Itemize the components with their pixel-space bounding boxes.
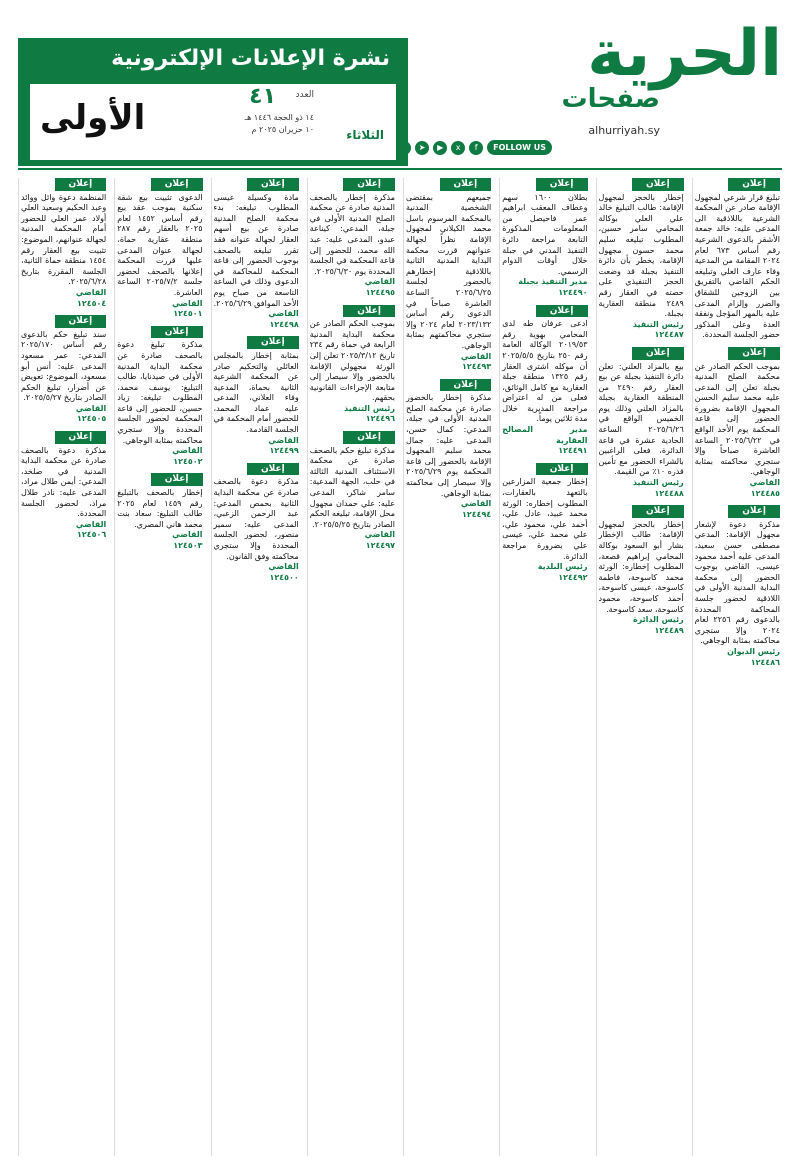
notice-tag: إعلان bbox=[55, 178, 107, 191]
notice-number: ١٢٤٥٠٥ bbox=[76, 414, 107, 424]
notice-tag: إعلان bbox=[151, 326, 203, 339]
notice-body: سند تبليغ حكم بالدعوى رقم أساس ٢٠٢٥/١٧٠ المدعي: عمر مسعود المدعى عليه: أنس أبو مسعود، الموضوع: تعويض عن أضرار، تبليغ الحكم الصادر بتاريخ ٢٠٢٥/٥/٢٧. bbox=[21, 329, 107, 403]
notice-signature: القاضي bbox=[460, 499, 492, 509]
edition-title: الأولى bbox=[40, 98, 146, 138]
notice-number: ١٢٤٤٨٦ bbox=[750, 657, 780, 667]
notice-number: ١٢٤٥٠٠ bbox=[269, 572, 299, 582]
notice-tag: إعلان bbox=[343, 178, 395, 191]
notice-tag: إعلان bbox=[440, 178, 492, 191]
notice-item bbox=[599, 178, 684, 341]
notice-tag: إعلان bbox=[440, 379, 492, 392]
notice-column bbox=[18, 178, 108, 1156]
notice-tag: إعلان bbox=[55, 315, 107, 328]
site-url[interactable]: alhurriyah.sy bbox=[588, 124, 660, 137]
notice-signature: القاضي bbox=[268, 562, 299, 572]
notice-signature: القاضي bbox=[75, 403, 107, 413]
notice-number: ١٢٤٤٩١ bbox=[558, 446, 588, 456]
notice-signature: مدير التنفيذ بجبلة bbox=[518, 277, 588, 287]
notice-item bbox=[310, 431, 395, 552]
notice-item bbox=[695, 505, 780, 668]
notice-number: ١٢٤٥٠٢ bbox=[173, 456, 203, 466]
notice-body: مادة وكسيلة عيسى المطلوب تبليغه: بدء محكمة الصلح المدنية صادرة عن بيع أسهم العقار لجهالة عنوانه فقد تقرر تبليغه بالصحف بوجوب الحضور إلى قاعة المحكمة للمحاكمة في الدعوى وذلك في الساعة التاسعة من صباح يوم الأحد الموافق ٢٠٢٥/٦/٢٩. bbox=[213, 192, 299, 308]
notice-signature: القاضي bbox=[460, 351, 492, 361]
notice-column bbox=[692, 178, 782, 1156]
notice-number: ١٢٤٥٠٤ bbox=[76, 298, 107, 308]
notice-number: ١٢٤٤٩٥ bbox=[365, 287, 395, 297]
notice-body: ادعى عرفان طه لدى المحامي بهوية رقم ٢٠١٩/٥٣ الوكالة العامة رقم ٢٥٠ بتاريخ ٢٠٢٥/٥/٥ أن موكله اشترى العقار رقم ١٣٢٥ منطقة جبلة العقارية مع كامل الوثائق، فعلى من له اعتراض مراجعة المديرية خلال مدة ثلاثين يوماً. bbox=[502, 319, 588, 424]
notice-number: ١٢٤٥٠٦ bbox=[76, 530, 107, 540]
notice-signature: رئيس التنفيذ bbox=[632, 478, 684, 488]
notice-number: ١٢٤٥٠١ bbox=[173, 309, 203, 319]
notice-number: ١٢٤٤٩٦ bbox=[365, 414, 395, 424]
notice-number: ١٢٤٤٩٩ bbox=[269, 446, 299, 456]
notice-item bbox=[695, 347, 780, 499]
notice-tag: إعلان bbox=[247, 178, 299, 191]
notice-number: ١٢٤٤٨٧ bbox=[654, 330, 684, 340]
issue-banner bbox=[18, 38, 408, 166]
notice-body: مذكرة تبليغ دعوة بالصحف صادرة عن محكمة البداية المدنية الأولى في صيدنايا، طالب التبليغ: يوسف محمد، المطلوب تبليغه: زياد حسين، للحضور إلى قاعة المحكمة لحضور الجلسة المحددة وإلا ستجري محاكمته بمثابة الوجاهي. bbox=[117, 340, 203, 445]
youtube-icon[interactable]: ▶ bbox=[433, 141, 447, 155]
notice-number: ١٢٤٥٠٣ bbox=[173, 541, 203, 550]
notice-body: إخطار جمعية المزارعين بالتعهد بالعقارات، المطلوب إخطاره: الورثة محمد عبيد، عادل علي، أحمد علي، محمود علي، علي محمد علي، عيسى علي بضرورة مراجعة الدائرة. bbox=[502, 477, 588, 561]
notice-body: بمثابة إخطار بالمجلس العائلي والتحكيم صادر عن المحكمة الشرعية الثانية بحماة، المدعية وفاء العلاني، المدعى عليه عماد المحمد، للحضور أمام المحكمة في الجلسة القادمة. bbox=[213, 350, 299, 435]
notice-signature: القاضي bbox=[749, 478, 780, 488]
notice-body: مذكرة دعوة بالصحف صادرة عن محكمة البداية الثانية بحمص المدعي: عبد الرحمن الزعبي، المدعى عليه: سمير منصور، لحضور الجلسة المحددة وإلا ستجري محاكمته وفق القانون. bbox=[213, 477, 299, 561]
notice-body: بموجب الحكم الصادر عن محكمة البداية المدنية الرابعة في حماة رقم ٢٣٤ تاريخ ٢٠٢٥/٣/١٢ تعلن إلى الورثة مجهولي الإقامة بالحضور وإلا سيصار إلى متابعة الإجراءات القانونية بحقهم. bbox=[309, 319, 395, 403]
issue-dates bbox=[245, 112, 314, 136]
notice-body: تبليغ قرار شرعي لمجهول الإقامة صادر عن المحكمة الشرعية باللاذقية الى المدعى عليه: خالد جمعة الأشقر بالدعوى الشرعية رقم أساس ٦٧٣ لعام ٢٠٢٤ المقامة من المدعية وفاء عارف العلي وتبليغه الحكم القاضي بالتفريق بين الزوجين للشقاق والضرر وإلزام المدعى عليه بالمهر المؤجل ونفقة العدة وعلى المذكور حضور الجلسة المحددة. bbox=[694, 192, 781, 340]
notice-tag: إعلان bbox=[247, 336, 299, 349]
notice-item bbox=[214, 336, 299, 457]
notice-body: مذكرة دعوة لإشعار مجهول الإقامة: المدعي مصطفى حسن سعيد، المدعى عليه أحمد محمود عيسى، القاضي بوجوب الحضور إلى محكمة البداية المدنية الأولى في اللاذقية لحضور جلسة المحاكمة المحددة بالدعوى رقم ٢٢٥٦ لعام ٢٠٢٤ وإلا ستجري محاكمته بمثابة الوجاهي. bbox=[694, 519, 780, 646]
notice-signature: رئيس التنفيذ bbox=[344, 403, 395, 413]
date-gregorian: ١٠ حزيران ٢٠٢٥ م bbox=[251, 125, 314, 134]
logo-wordmark: الحرية bbox=[587, 17, 782, 91]
notice-body: إخطار بالصحف بالتبليغ رقم ١٤٥٩ لعام ٢٠٢٥ طالب التبليغ: سعاد بنت محمد هاني المصري. bbox=[117, 488, 203, 529]
date-hijri: ١٤ ذو الحجة ١٤٤٦ هـ bbox=[244, 113, 314, 122]
notice-item bbox=[214, 178, 299, 330]
x-icon[interactable]: x bbox=[451, 141, 465, 155]
notice-number: ١٢٤٤٩٧ bbox=[365, 541, 395, 550]
notice-number: ١٢٤٤٩٨ bbox=[269, 319, 299, 329]
notice-signature: القاضي bbox=[75, 519, 107, 529]
issue-box bbox=[30, 84, 396, 160]
notice-tag: إعلان bbox=[728, 178, 780, 191]
notice-number: ١٢٤٤٨٨ bbox=[654, 488, 684, 498]
notice-column bbox=[211, 178, 301, 1156]
notice-body: الدعوى تثبيت بيع شقة سكنية بموجب عقد بيع رقم أساس ١٤٥٢ لعام ٢٠٢٥ بالعقار رقم ٢٨٧ منطقة عقارية حماة، لجهالة عنوان المدعى عليها قررت المحكمة إعلانها بالصحف لحضور جلسة ٢٠٢٥/٧/٢ الساعة العاشرة. bbox=[117, 192, 203, 297]
notice-number: ١٢٤٤٨٥ bbox=[750, 488, 780, 498]
notice-tag: إعلان bbox=[151, 178, 203, 191]
notice-signature: القاضي bbox=[364, 530, 395, 540]
notice-signature: رئيس التنفيذ bbox=[632, 319, 684, 329]
notice-item bbox=[502, 463, 587, 584]
notice-tag: إعلان bbox=[151, 473, 203, 486]
notice-tag: إعلان bbox=[247, 463, 299, 476]
notice-body: بطلان ١٦٠٠ سهم وعطاف المعقب ابراهيم عمر فاحيصل من المعلومات المذكورة التابعة مراجعة دائرة التنفيذ المدني في جبلة خلال أوقات الدوام الرسمي. bbox=[502, 192, 588, 276]
notice-signature: القاضي bbox=[172, 446, 203, 456]
notice-number: ١٢٤٤٩٤ bbox=[461, 509, 492, 519]
notice-signature: رئيس الدائرة bbox=[632, 615, 684, 625]
notice-tag: إعلان bbox=[632, 178, 684, 191]
notice-item bbox=[21, 315, 106, 425]
notice-item bbox=[406, 178, 491, 373]
notice-tag: إعلان bbox=[343, 431, 395, 444]
notice-tag: إعلان bbox=[728, 347, 780, 360]
notice-body: مذكرة دعوة بالصحف صادرة عن محكمة البداية المدنية في صلخد، المدعي: أيمن طلال مراد، المدعى عليه: نادر طلال مراد، لحضور الجلسة المحددة. bbox=[21, 445, 107, 519]
notice-number: ١٢٤٤٩٢ bbox=[558, 572, 588, 582]
notice-item bbox=[117, 473, 202, 551]
notice-tag: إعلان bbox=[343, 305, 395, 318]
notice-signature: القاضي bbox=[268, 309, 299, 319]
follow-us-label: FOLLOW US bbox=[487, 140, 552, 155]
notice-body: مذكرة إخطار بالحضور صادرة عن محكمة الصلح المدنية الأولى في جبلة، المدعي: كمال حسن، المدعى عليه: جمال محمد سليم المجهول الإقامة بالحضور إلى قاعة المحكمة يوم ٢٠٢٥/٦/٢٩ وإلا سيصار إلى محاكمته بمثابة الوجاهي. bbox=[406, 393, 492, 498]
issue-day: الثلاثاء bbox=[346, 128, 384, 142]
notice-tag: إعلان bbox=[536, 178, 588, 191]
notice-column bbox=[307, 178, 397, 1156]
issue-label: العدد bbox=[295, 90, 314, 100]
notice-body: مذكرة إخطار بالصحف المدنية صادرة عن محكمة الصلح المدنية الأولى في جبلة، المدعي: كيناعة عبدو، المدعى عليه: عبد الله محمد، للحضور إلى قاعة المحكمة في الجلسة المحددة يوم ٢٠٢٥/٦/٣٠. bbox=[309, 192, 395, 276]
notice-body: المنظمة دعوة وائل ووائد وعبد الحكيم وسعيد العلي أولاد عمر العلي للحضور أمام المحكمة المدنية لجهالة عنوانهم، الموضوع: تثبيت بيع العقار رقم ١٤٥٤ منطقة حماة الثانية، الجلسة المقررة بتاريخ ٢٠٢٥/٦/٢٨. bbox=[21, 192, 107, 287]
notice-item bbox=[117, 326, 202, 468]
banner-title: نشرة الإعلانات الإلكترونية bbox=[111, 46, 390, 71]
notice-signature: القاضي bbox=[364, 277, 395, 287]
notice-signature: رئيس البلدية bbox=[537, 562, 588, 572]
notice-signature: القاضي bbox=[75, 287, 107, 297]
notice-item bbox=[21, 178, 106, 309]
notice-item bbox=[502, 178, 587, 299]
notice-item bbox=[599, 347, 684, 499]
notice-columns bbox=[18, 178, 782, 1156]
social-bar bbox=[397, 140, 552, 155]
notice-item bbox=[695, 178, 780, 341]
notice-item bbox=[310, 178, 395, 299]
notice-item bbox=[117, 178, 202, 320]
notice-body: إخطار بالحجز لمجهول الإقامة: طالب التبليغ خالد علي العلي بوكالة المحامي سامر حسين، المطلوب تبليغه سليم محمد حسون مجهول الإقامة، يخطر بأن دائرة التنفيذ بجبلة قد وضعت الحجز التنفيذي على حصته في العقار رقم ٢٤٨٩ منطقة العقارية بجبلة. bbox=[598, 192, 684, 319]
notice-item bbox=[310, 305, 395, 426]
notice-tag: إعلان bbox=[536, 305, 588, 318]
notice-number: ١٢٤٤٨٩ bbox=[654, 625, 684, 635]
notice-tag: إعلان bbox=[728, 505, 780, 518]
notice-tag: إعلان bbox=[632, 347, 684, 360]
notice-body: جميعهم بمقتضى الشخصية المدنية بالمحكمة المرسوم باسل محمد الكيلاني لمجهول الإقامة نظراً لجهالة عنوانهم قررت محكمة البداية المدنية الثانية باللاذقية إخطارهم بالحضور لجلسة ٢٠٢٥/٦/٢٥ الساعة العاشرة صباحاً في الدعوى رقم أساس ٢٠٢٣/١٣٢ لعام ٢٠٢٤ وإلا ستجري محاكمتهم بمثابة الوجاهي. bbox=[406, 192, 492, 350]
notice-signature: القاضي bbox=[172, 530, 203, 540]
notice-item bbox=[599, 505, 684, 636]
notice-tag: إعلان bbox=[55, 431, 107, 444]
notice-item bbox=[502, 305, 587, 457]
masthead bbox=[18, 16, 782, 166]
notice-signature: القاضي bbox=[268, 435, 299, 445]
notice-item bbox=[406, 379, 491, 521]
facebook-icon[interactable]: f bbox=[469, 141, 483, 155]
notice-item bbox=[214, 463, 299, 584]
notice-column bbox=[114, 178, 204, 1156]
notice-tag: إعلان bbox=[632, 505, 684, 518]
notice-number: ١٢٤٤٩٠ bbox=[558, 287, 588, 297]
issue-number: ٤١ bbox=[249, 84, 276, 109]
notice-column bbox=[596, 178, 686, 1156]
notice-body: مذكرة تبليغ حكم بالصحف صادرة عن محكمة الاستئناف المدنية الثالثة في حلب، الجهة المدعية: سامر شاكر، المدعى عليه: علي حمدان مجهول محل الإقامة، تبليغه الحكم الصادر بتاريخ ٢٠٢٥/٥/٢٥. bbox=[309, 445, 395, 529]
notice-item bbox=[21, 431, 106, 541]
notice-signature: رئيس الديوان bbox=[727, 646, 780, 656]
notice-number: ١٢٤٤٩٣ bbox=[461, 362, 492, 372]
sister-title: صفحات bbox=[561, 84, 660, 114]
notice-signature: القاضي bbox=[172, 298, 203, 308]
notice-body: إخطار بالحجز لمجهول الإقامة: طالب الإخطار بشار أبو السعود بوكالة المحامي إبراهيم قصعة، المطلوب إخطاره: الورثة محمد كاسوحة، فاطمة كاسوحة، عيسى كاسوحة، أحمد كاسوحة، محمود كاسوحة، سعد كاسوحة. bbox=[598, 519, 684, 614]
telegram-icon[interactable]: ➤ bbox=[415, 141, 429, 155]
notice-signature: مدير المصالح العقارية bbox=[502, 425, 588, 445]
notice-column bbox=[403, 178, 493, 1156]
notice-tag: إعلان bbox=[536, 463, 588, 476]
notice-column bbox=[499, 178, 589, 1156]
masthead-divider bbox=[18, 168, 782, 170]
newspaper-page bbox=[18, 16, 782, 1156]
notice-body: بموجب الحكم الصادر عن محكمة الصلح المدنية بجبلة تعلن إلى المدعى عليه محمد سليم الحسن المجهول الإقامة بضرورة الحضور إلى قاعة المحكمة يوم الأحد الواقع في ٢٠٢٥/٦/٢٢ الساعة العاشرة صباحاً وإلا ستجري محاكمته بمثابة الوجاهي. bbox=[694, 361, 780, 477]
notice-body: بيع بالمزاد العلني: تعلن دائرة التنفيذ بجبلة عن بيع العقار رقم ٢٤٩٠ من المنطقة العقارية بجبلة بالمزاد العلني وذلك يوم الخميس الواقع في ٢٠٢٥/٦/٢٦ الساعة الحادية عشرة في قاعة الدائرة، فعلى الراغبين بالشراء الحضور مع تأمين قدره ١٠٪ من القيمة. bbox=[598, 361, 684, 477]
